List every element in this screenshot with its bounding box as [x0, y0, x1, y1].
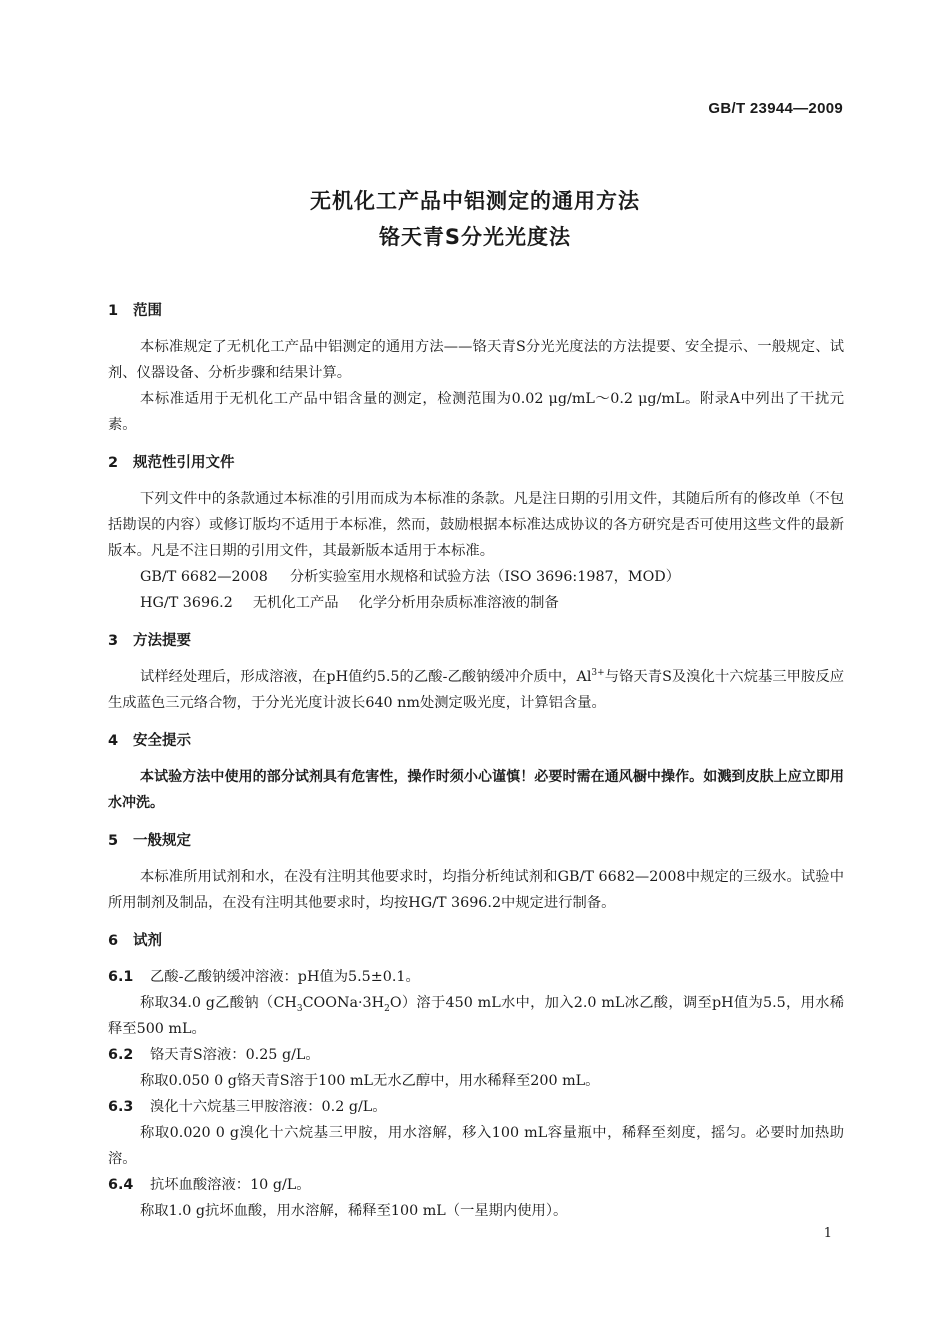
subscript: 3 [296, 1003, 303, 1014]
text: O）溶于450 mL水中，加入2.0 mL冰乙酸，调至pH值为5.5，用水稀释至500 mL。 [108, 995, 845, 1037]
section-3 [108, 628, 844, 716]
subclause-heading [108, 1094, 844, 1120]
text: 称取34.0 g乙酸钠（CH [140, 995, 297, 1011]
paragraph: 称取1.0 g抗坏血酸，用水溶解，稀释至100 mL（一星期内使用）。 [140, 1203, 568, 1219]
section-number: 3 [108, 633, 119, 649]
subclause-heading [108, 1042, 844, 1068]
superscript: 3+ [591, 668, 605, 679]
paragraph: 本标准规定了无机化工产品中铝测定的通用方法——铬天青S分光光度法的方法提要、安全提示、一般规定、试剂、仪器设备、分析步骤和结果计算。 [108, 339, 844, 381]
subscript: 2 [384, 1003, 390, 1014]
subclause-title: 乙酸-乙酸钠缓冲溶液：pH值为5.5±0.1。 [150, 969, 420, 985]
section-heading [108, 728, 844, 754]
subclause-title: 溴化十六烷基三甲胺溶液：0.2 g/L。 [150, 1099, 387, 1115]
section-number: 1 [108, 303, 119, 319]
section-title: 规范性引用文件 [133, 455, 235, 471]
title-line-1: 无机化工产品中铝测定的通用方法 [310, 189, 640, 213]
subclause-title: 抗坏血酸溶液：10 g/L。 [150, 1177, 311, 1193]
text: 试样经处理后，形成溶液，在pH值约5.5的乙酸-乙酸钠缓冲介质中，Al [140, 669, 592, 685]
section-heading [108, 628, 844, 654]
section-number: 5 [108, 833, 119, 849]
paragraph [108, 664, 844, 716]
paragraph: 本标准所用试剂和水，在没有注明其他要求时，均指分析纯试剂和GB/T 6682—2008中规定的三级水。试验中所用制剂及制品，在没有注明其他要求时，均按HG/T 3696.2中规定进行制备。 [108, 869, 844, 911]
normative-reference [108, 590, 844, 616]
paragraph: 下列文件中的条款通过本标准的引用而成为本标准的条款。凡是注日期的引用文件，其随后所有的修改单（不包括勘误的内容）或修订版均不适用于本标准，然而，鼓励根据本标准达成协议的各方研究是否可使用这些文件的最新版本。凡是不注日期的引用文件，其最新版本适用于本标准。 [108, 491, 844, 559]
section-number: 2 [108, 455, 119, 471]
reference-title: 化学分析用杂质标准溶液的制备 [358, 595, 559, 611]
section-title: 方法提要 [133, 633, 191, 649]
section-6 [108, 928, 844, 1224]
safety-warning: 本试验方法中使用的部分试剂具有危害性，操作时须小心谨慎！必要时需在通风橱中操作。如溅到皮肤上应立即用水冲洗。 [108, 769, 844, 811]
section-number: 6 [108, 933, 119, 949]
subclause-number: 6.2 [108, 1047, 134, 1063]
subclause-heading [108, 1172, 844, 1198]
paragraph [108, 990, 844, 1042]
section-heading [108, 450, 844, 476]
standard-number: GB/T 23944—2009 [708, 100, 843, 117]
reference-code: GB/T 6682—2008 [140, 569, 268, 585]
section-heading [108, 298, 844, 324]
section-heading [108, 828, 844, 854]
section-heading [108, 928, 844, 954]
subclause-number: 6.1 [108, 969, 134, 985]
subclause-title: 铬天青S溶液：0.25 g/L。 [150, 1047, 320, 1063]
title-line-2: 铬天青S分光光度法 [378, 225, 572, 249]
section-title: 试剂 [133, 933, 162, 949]
section-1 [108, 298, 844, 438]
section-title: 一般规定 [133, 833, 191, 849]
section-title: 范围 [133, 303, 162, 319]
text: 与铬天青S及溴化十六烷基三甲胺反应生成蓝色三元络合物，于分光光度计波长640 nm处测定吸光度，计算铝含量。 [108, 669, 844, 711]
reference-title: 无机化工产品 [252, 595, 339, 611]
paragraph: 称取0.020 0 g溴化十六烷基三甲胺，用水溶解，移入100 mL容量瓶中，稀释至刻度，摇匀。必要时加热助溶。 [108, 1125, 844, 1167]
page-number: 1 [823, 1226, 832, 1241]
reference-code: HG/T 3696.2 [140, 595, 233, 611]
section-number: 4 [108, 733, 119, 749]
section-2 [108, 450, 844, 616]
subclause-heading [108, 964, 844, 990]
subclause-number: 6.3 [108, 1099, 134, 1115]
section-4 [108, 728, 844, 816]
section-title: 安全提示 [133, 733, 191, 749]
subclause-number: 6.4 [108, 1177, 134, 1193]
paragraph: 称取0.050 0 g铬天青S溶于100 mL无水乙醇中，用水稀释至200 mL。 [140, 1073, 600, 1089]
document-body [108, 298, 844, 1236]
normative-reference [108, 564, 844, 590]
paragraph: 本标准适用于无机化工产品中铝含量的测定，检测范围为0.02 μg/mL～0.2 μg/mL。附录A中列出了干扰元素。 [108, 391, 844, 433]
reference-title: 分析实验室用水规格和试验方法（ISO 3696:1987，MOD） [289, 569, 681, 585]
section-5 [108, 828, 844, 916]
text: COONa·3H [302, 995, 385, 1011]
